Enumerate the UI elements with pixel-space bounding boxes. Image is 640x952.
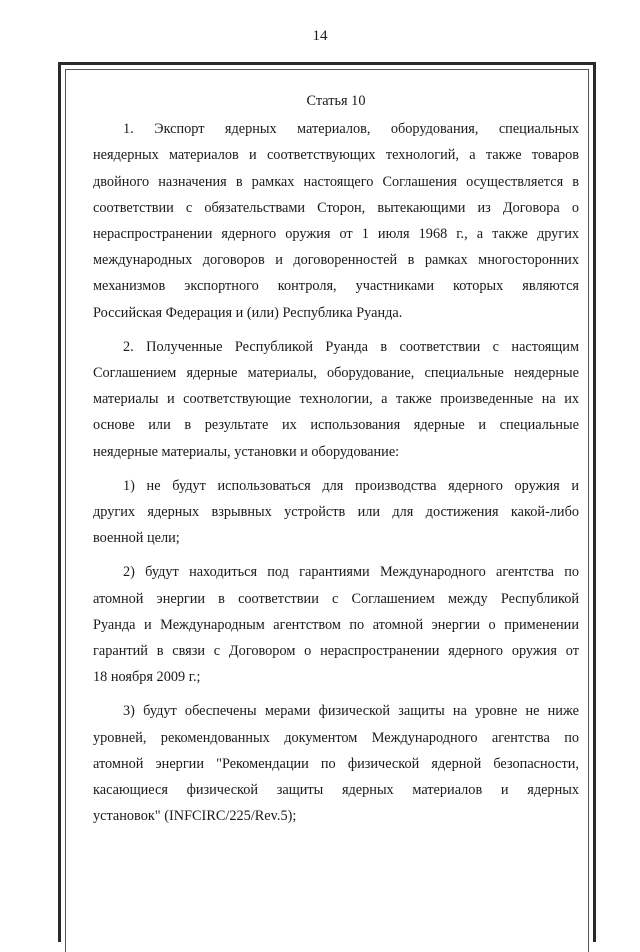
- text-line: международных договоров и договоренностей в рамках многосторонних: [93, 252, 579, 269]
- text-line: нераспространении ядерного оружия от 1 июля 1968 г., а также других: [93, 226, 579, 243]
- text-line: материалы и соответствующие технологии, а также произведенные на их: [93, 391, 579, 408]
- text-line: 1. Экспорт ядерных материалов, оборудования, специальных: [123, 121, 579, 138]
- text-line: 3) будут обеспечены мерами физической защиты на уровне не ниже: [123, 703, 579, 720]
- page-number: 14: [312, 28, 328, 44]
- paragraph-1: [93, 116, 579, 326]
- text-line: военной цели;: [93, 530, 180, 547]
- text-line: гарантий в связи с Договором о нераспространении ядерного оружия от: [93, 643, 579, 660]
- text-line: 18 ноября 2009 г.;: [93, 669, 201, 686]
- text-line: других ядерных взрывных устройств или для достижения какой-либо: [93, 504, 579, 521]
- paragraph-5: [93, 698, 579, 829]
- text-line: Соглашением ядерные материалы, оборудование, специальные неядерные: [93, 365, 579, 382]
- text-line: неядерные материалы, установки и оборудование:: [93, 443, 400, 460]
- text-line: основе или в результате их использования ядерные и специальные: [93, 417, 579, 434]
- text-line: 1) не будут использоваться для производства ядерного оружия и: [123, 477, 579, 494]
- text-line: механизмов экспортного контроля, участниками которых являются: [93, 278, 579, 295]
- text-line: Руанда и Международным агентством по атомной энергии о применении: [93, 616, 579, 633]
- text-line: атомной энергии "Рекомендации по физической ядерной безопасности,: [93, 755, 579, 772]
- text-line: уровней, рекомендованных документом Международного агентства по: [93, 729, 579, 746]
- text-line: 2. Полученные Республикой Руанда в соответствии с настоящим: [123, 338, 579, 355]
- text-line: установок" (INFCIRC/225/Rev.5);: [93, 808, 297, 825]
- text-line: соответствии с обязательствами Сторон, вытекающими из Договора о: [93, 199, 579, 216]
- paragraph-3: [93, 473, 579, 552]
- text-line: атомной энергии в соответствии с Соглашением между Республикой: [93, 590, 579, 607]
- text-line: двойного назначения в рамках настоящего Соглашения осуществляется в: [93, 173, 579, 190]
- text-line: касающиеся физической защиты ядерных материалов и ядерных: [93, 782, 579, 799]
- text-line: 2) будут находиться под гарантиями Международного агентства по: [123, 564, 579, 581]
- text-line: неядерных материалов и соответствующих технологий, а также товаров: [93, 147, 579, 164]
- text-line: Российская Федерация и (или) Республика Руанда.: [93, 304, 403, 321]
- article-title: Статья 10: [306, 93, 366, 109]
- paragraph-4: [93, 559, 579, 690]
- document-body: [93, 88, 579, 829]
- paragraph-2: [93, 334, 579, 465]
